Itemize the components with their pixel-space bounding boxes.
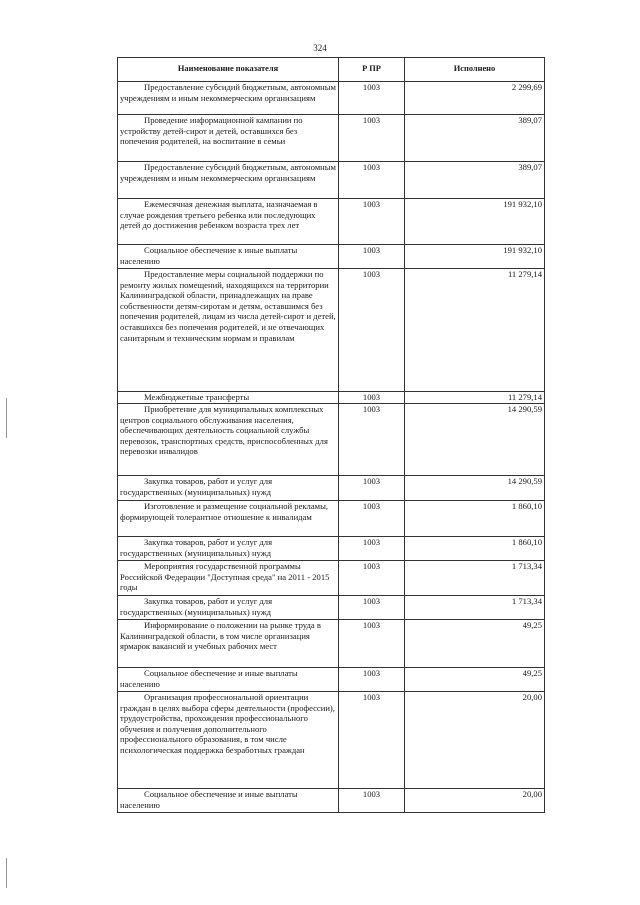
row-name: Межбюджетные трансферты bbox=[118, 392, 339, 404]
row-code: 1003 bbox=[339, 501, 405, 537]
row-name: Закупка товаров, работ и услуг для государственных (муниципальных) нужд bbox=[118, 596, 339, 620]
row-value: 2 299,69 bbox=[405, 82, 545, 115]
row-name: Приобретение для муниципальных комплексных центров социального обслуживания населения, обеспечивающих деятельность социальной службы перевозок, транспортных средств, приспособленных для перевозки инвалидов bbox=[118, 404, 339, 476]
row-name: Социальное обеспечение и иные выплаты населению bbox=[118, 789, 339, 813]
row-value: 1 713,34 bbox=[405, 561, 545, 596]
table-row bbox=[118, 404, 545, 476]
row-value: 14 290,59 bbox=[405, 476, 545, 501]
row-code: 1003 bbox=[339, 162, 405, 199]
header-code: Р ПР bbox=[339, 58, 405, 82]
row-name: Предоставление субсидий бюджетным, автономным учреждениям и иным некоммерческим организациям bbox=[118, 82, 339, 115]
table-row bbox=[118, 501, 545, 537]
scan-margin-mark bbox=[6, 858, 7, 888]
header-name: Наименование показателя bbox=[118, 58, 339, 82]
table-row bbox=[118, 162, 545, 199]
row-name: Предоставление меры социальной поддержки по ремонту жилых помещений, находящихся на территории Калининградской области, принадлежащих на праве собственности детям-сиротам и детям, оставшимся без попечения родителей, лицам из числа детей-сирот и детей, оставшихся без попечения родителей, и не отвечающих санитарным и техническим нормам и правилам bbox=[118, 269, 339, 392]
row-code: 1003 bbox=[339, 476, 405, 501]
row-code: 1003 bbox=[339, 82, 405, 115]
row-name: Проведение информационной кампании по устройству детей-сирот и детей, оставшихся без попечения родителей, на воспитание в семьи bbox=[118, 115, 339, 162]
row-name: Ежемесячная денежная выплата, назначаемая в случае рождения третьего ребенка или последующих детей до достижения ребенком возраста трех лет bbox=[118, 199, 339, 245]
row-value: 49,25 bbox=[405, 668, 545, 692]
table-row bbox=[118, 115, 545, 162]
row-code: 1003 bbox=[339, 199, 405, 245]
report-table bbox=[117, 57, 545, 813]
row-code: 1003 bbox=[339, 561, 405, 596]
row-code: 1003 bbox=[339, 668, 405, 692]
table-row bbox=[118, 269, 545, 392]
row-name: Информирование о положении на рынке труда в Калининградской области, в том числе организация ярмарок вакансий и учебных рабочих мест bbox=[118, 620, 339, 668]
row-value: 389,07 bbox=[405, 115, 545, 162]
row-name: Закупка товаров, работ и услуг для государственных (муниципальных) нужд bbox=[118, 537, 339, 561]
row-name: Изготовление и размещение социальной рекламы, формирующей толерантное отношение к инвалидам bbox=[118, 501, 339, 537]
table-row bbox=[118, 620, 545, 668]
row-value: 1 860,10 bbox=[405, 537, 545, 561]
table-row bbox=[118, 789, 545, 813]
row-name: Мероприятия государственной программы Российской Федерации "Доступная среда" на 2011 - 2015 годы bbox=[118, 561, 339, 596]
header-value: Исполнено bbox=[405, 58, 545, 82]
row-code: 1003 bbox=[339, 404, 405, 476]
row-code: 1003 bbox=[339, 537, 405, 561]
row-value: 11 279,14 bbox=[405, 269, 545, 392]
row-name: Закупка товаров, работ и услуг для государственных (муниципальных) нужд bbox=[118, 476, 339, 501]
row-code: 1003 bbox=[339, 392, 405, 404]
row-value: 14 290,59 bbox=[405, 404, 545, 476]
table-row bbox=[118, 392, 545, 404]
row-code: 1003 bbox=[339, 620, 405, 668]
table-row bbox=[118, 82, 545, 115]
row-code: 1003 bbox=[339, 269, 405, 392]
row-code: 1003 bbox=[339, 115, 405, 162]
scan-margin-mark bbox=[6, 398, 7, 438]
row-value: 49,25 bbox=[405, 620, 545, 668]
row-value: 191 932,10 bbox=[405, 245, 545, 269]
table-row bbox=[118, 245, 545, 269]
row-code: 1003 bbox=[339, 692, 405, 789]
table-row bbox=[118, 476, 545, 501]
row-name: Социальное обеспечение к иные выплаты населению bbox=[118, 245, 339, 269]
row-value: 1 713,34 bbox=[405, 596, 545, 620]
table-header-row bbox=[118, 58, 545, 82]
row-name: Предоставление субсидий бюджетным, автономным учреждениям и иным некоммерческим организациям bbox=[118, 162, 339, 199]
row-value: 191 932,10 bbox=[405, 199, 545, 245]
table-row bbox=[118, 596, 545, 620]
row-name: Организация профессиональной ориентации граждан в целях выбора сферы деятельности (профессии), трудоустройства, прохождения профессионального обучения и получения дополнительного профессионального образования, в том числе психологическая поддержка безработных граждан bbox=[118, 692, 339, 789]
row-code: 1003 bbox=[339, 596, 405, 620]
row-value: 20,00 bbox=[405, 789, 545, 813]
table-row bbox=[118, 692, 545, 789]
row-value: 1 860,10 bbox=[405, 501, 545, 537]
table-row bbox=[118, 561, 545, 596]
table-row bbox=[118, 199, 545, 245]
row-code: 1003 bbox=[339, 245, 405, 269]
row-value: 20,00 bbox=[405, 692, 545, 789]
row-code: 1003 bbox=[339, 789, 405, 813]
row-name: Социальное обеспечение и иные выплаты населению bbox=[118, 668, 339, 692]
row-value: 11 279,14 bbox=[405, 392, 545, 404]
table-row bbox=[118, 668, 545, 692]
table-row bbox=[118, 537, 545, 561]
row-value: 389,07 bbox=[405, 162, 545, 199]
page-number: 324 bbox=[313, 43, 327, 53]
